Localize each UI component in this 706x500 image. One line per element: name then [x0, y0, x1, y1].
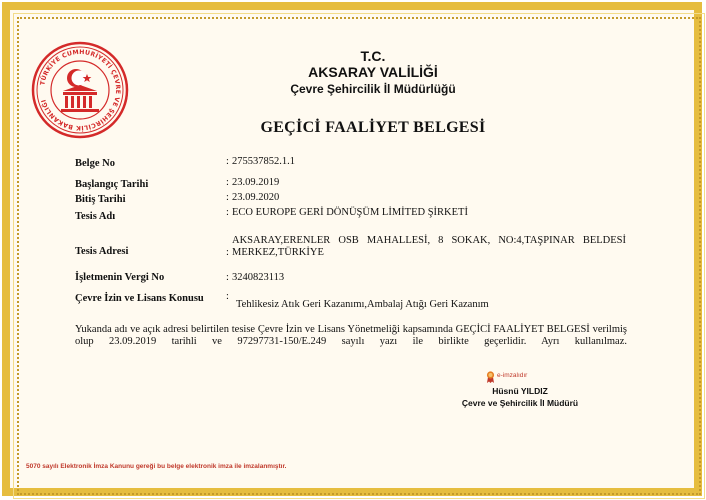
colon-bitis-tarihi: :	[226, 192, 229, 203]
label-izin-lisans-konusu: Çevre İzin ve Lisans Konusu	[75, 293, 204, 304]
value-vergi-no: 3240823113	[232, 272, 285, 283]
label-belge-no: Belge No	[75, 158, 115, 169]
value-belge-no: 275537852.1.1	[232, 156, 295, 167]
value-izin-lisans-konusu: Tehlikesiz Atık Geri Kazanımı,Ambalaj Atığı Geri Kazanım	[236, 299, 489, 310]
eimza-label: e-imzalıdır	[497, 372, 528, 379]
value-baslangic-tarihi: 23.09.2019	[232, 177, 280, 188]
statement-line-2: olup 23.09.2019 tarihli ve 97297731-150/E.249 sayılı yazı ile birlikte geçerlidir. Ayrı kullanılmaz.	[75, 336, 627, 347]
legal-footnote: 5070 sayılı Elektronik İmza Kanunu gereği bu belge elektronik imza ile imzalanmıştır.	[26, 463, 287, 470]
label-baslangic-tarihi: Başlangıç Tarihi	[75, 179, 149, 190]
statement-line-1: Yukanda adı ve açık adresi belirtilen tesise Çevre İzin ve Lisans Yönetmeliği kapsamında GEÇİCİ FAALİYET BELGESİ verilmiş	[75, 324, 627, 335]
colon-tesis-adi: :	[226, 207, 229, 218]
header-valilik: AKSARAY VALİLİĞİ	[308, 64, 438, 80]
colon-belge-no: :	[226, 156, 229, 167]
eimza-rosette-icon	[486, 371, 495, 383]
colon-baslangic-tarihi: :	[226, 177, 229, 188]
value-tesis-adi: ECO EUROPE GERİ DÖNÜŞÜM LİMİTED ŞİRKETİ	[232, 207, 468, 218]
colon-tesis-adresi: :	[226, 247, 229, 258]
svg-text:TÜRKİYE CUMHURİYETİ ÇEVRE VE Ş: TÜRKİYE CUMHURİYETİ ÇEVRE VE ŞEHİRCİLİK BAKANLIĞI	[39, 48, 122, 132]
header-mudurluk: Çevre Şehircilik İl Müdürlüğü	[290, 82, 456, 96]
value-tesis-adresi-line1: AKSARAY,ERENLER OSB MAHALLESİ, 8 SOKAK, NO:4,TAŞPINAR BELDESİ	[232, 235, 626, 246]
value-tesis-adresi-line2: MERKEZ,TÜRKİYE	[232, 247, 324, 258]
label-tesis-adi: Tesis Adı	[75, 211, 116, 222]
header-tc: T.C.	[360, 48, 386, 64]
label-vergi-no: İşletmenin Vergi No	[75, 272, 165, 283]
colon-izin-lisans-konusu: :	[226, 291, 229, 302]
signer-name: Hüsnü YILDIZ	[492, 386, 548, 396]
label-tesis-adresi: Tesis Adresi	[75, 246, 129, 257]
value-bitis-tarihi: 23.09.2020	[232, 192, 280, 203]
label-bitis-tarihi: Bitiş Tarihi	[75, 194, 126, 205]
document-title: GEÇİCİ FAALİYET BELGESİ	[260, 119, 486, 136]
colon-vergi-no: :	[226, 272, 229, 283]
statement-paragraph	[75, 324, 627, 348]
signer-title: Çevre ve Şehircilik İl Müdürü	[461, 398, 579, 408]
ministry-seal-logo	[30, 40, 130, 140]
